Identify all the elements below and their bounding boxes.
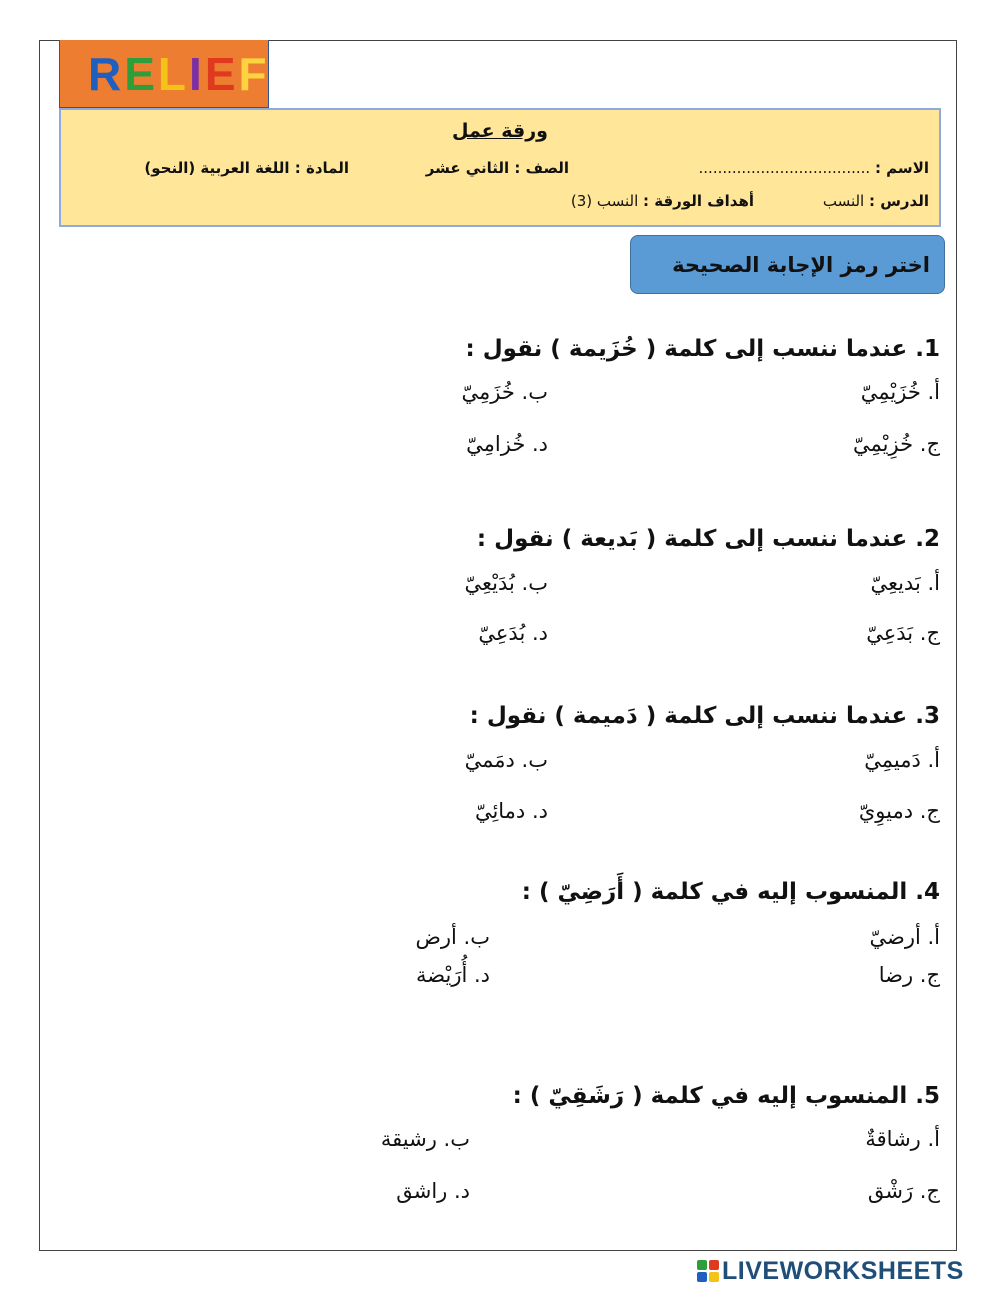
question-text: المنسوب إليه في كلمة ( أَرَضِيّ ) : xyxy=(521,879,908,905)
instruction-banner: اختر رمز الإجابة الصحيحة xyxy=(630,235,945,294)
option-a[interactable]: أ. بَديعِيّ xyxy=(870,571,940,595)
question-text: المنسوب إليه في كلمة ( رَشَقِيّ ) : xyxy=(512,1083,908,1109)
question-number: 3. xyxy=(915,703,940,729)
option-d[interactable]: د. أُرَيْضة xyxy=(416,963,490,987)
question-number: 4. xyxy=(915,879,940,905)
option-b[interactable]: ب. بُدَيْعِيّ xyxy=(464,571,548,595)
objectives-row xyxy=(571,192,754,210)
option-c[interactable]: ج. رَشْق xyxy=(867,1179,940,1203)
option-a[interactable]: أ. دَميمِيّ xyxy=(864,748,940,772)
option-d[interactable]: د. بُدَعِيّ xyxy=(478,621,548,645)
question-text: عندما ننسب إلى كلمة ( خُزَيمة ) نقول : xyxy=(465,336,908,362)
logo-letter: L xyxy=(157,47,190,100)
option-a[interactable]: أ. خُزَيْمِيّ xyxy=(860,380,940,404)
question-text: عندما ننسب إلى كلمة ( بَديعة ) نقول : xyxy=(476,526,908,552)
name-label: الاسم : xyxy=(874,159,929,177)
objectives-value: النسب (3) xyxy=(570,192,639,210)
option-c[interactable]: ج. رضا xyxy=(878,963,940,987)
name-row xyxy=(699,159,929,177)
liveworksheets-watermark[interactable] xyxy=(697,1256,964,1286)
name-field[interactable]: .................................... xyxy=(698,159,871,177)
question-number: 5. xyxy=(915,1083,940,1109)
option-b[interactable]: ب. دمَميّ xyxy=(464,748,548,772)
option-b[interactable]: ب. خُزَمِيّ xyxy=(461,380,548,404)
option-a[interactable]: أ. رشاقةٌ xyxy=(865,1127,940,1151)
option-d[interactable]: د. خُزامِيّ xyxy=(466,432,548,456)
question-number: 2. xyxy=(915,526,940,552)
worksheet-header xyxy=(59,108,941,227)
watermark-text: LIVEWORKSHEETS xyxy=(722,1256,964,1285)
logo-letter: E xyxy=(204,47,239,100)
liveworksheets-icon xyxy=(697,1260,719,1282)
option-d[interactable]: د. راشق xyxy=(396,1179,470,1203)
logo-letter: R xyxy=(88,47,125,100)
lesson-row xyxy=(823,192,929,210)
question-1 xyxy=(466,336,940,362)
logo-letter: E xyxy=(124,47,158,100)
question-2 xyxy=(477,526,940,552)
option-c[interactable]: ج. دميوِيّ xyxy=(858,799,940,823)
question-text: عندما ننسب إلى كلمة ( دَميمة ) نقول : xyxy=(469,703,908,729)
relief-logo xyxy=(59,40,269,108)
grade-label: الصف : الثاني عشر xyxy=(425,159,569,177)
objectives-label: أهداف الورقة : xyxy=(643,192,754,210)
option-b[interactable]: ب. أرض xyxy=(415,925,490,949)
logo-letter: F xyxy=(238,47,270,100)
question-3 xyxy=(470,703,940,729)
question-4 xyxy=(522,879,940,905)
option-c[interactable]: ج. بَدَعِيّ xyxy=(866,621,940,645)
subject-label: المادة : اللغة العربية (النحو) xyxy=(144,159,349,177)
question-5 xyxy=(513,1083,940,1109)
lesson-label: الدرس : xyxy=(869,192,929,210)
option-c[interactable]: ج. خُزِيْمِيّ xyxy=(853,432,940,456)
logo-letter: I xyxy=(189,47,205,100)
worksheet-title: ورقة عمل xyxy=(451,120,548,142)
option-b[interactable]: ب. رشيقة xyxy=(380,1127,470,1151)
question-number: 1. xyxy=(915,336,940,362)
option-d[interactable]: د. دمائِيّ xyxy=(474,799,548,823)
lesson-value: النسب xyxy=(822,192,865,210)
option-a[interactable]: أ. أرضيّ xyxy=(869,925,940,949)
